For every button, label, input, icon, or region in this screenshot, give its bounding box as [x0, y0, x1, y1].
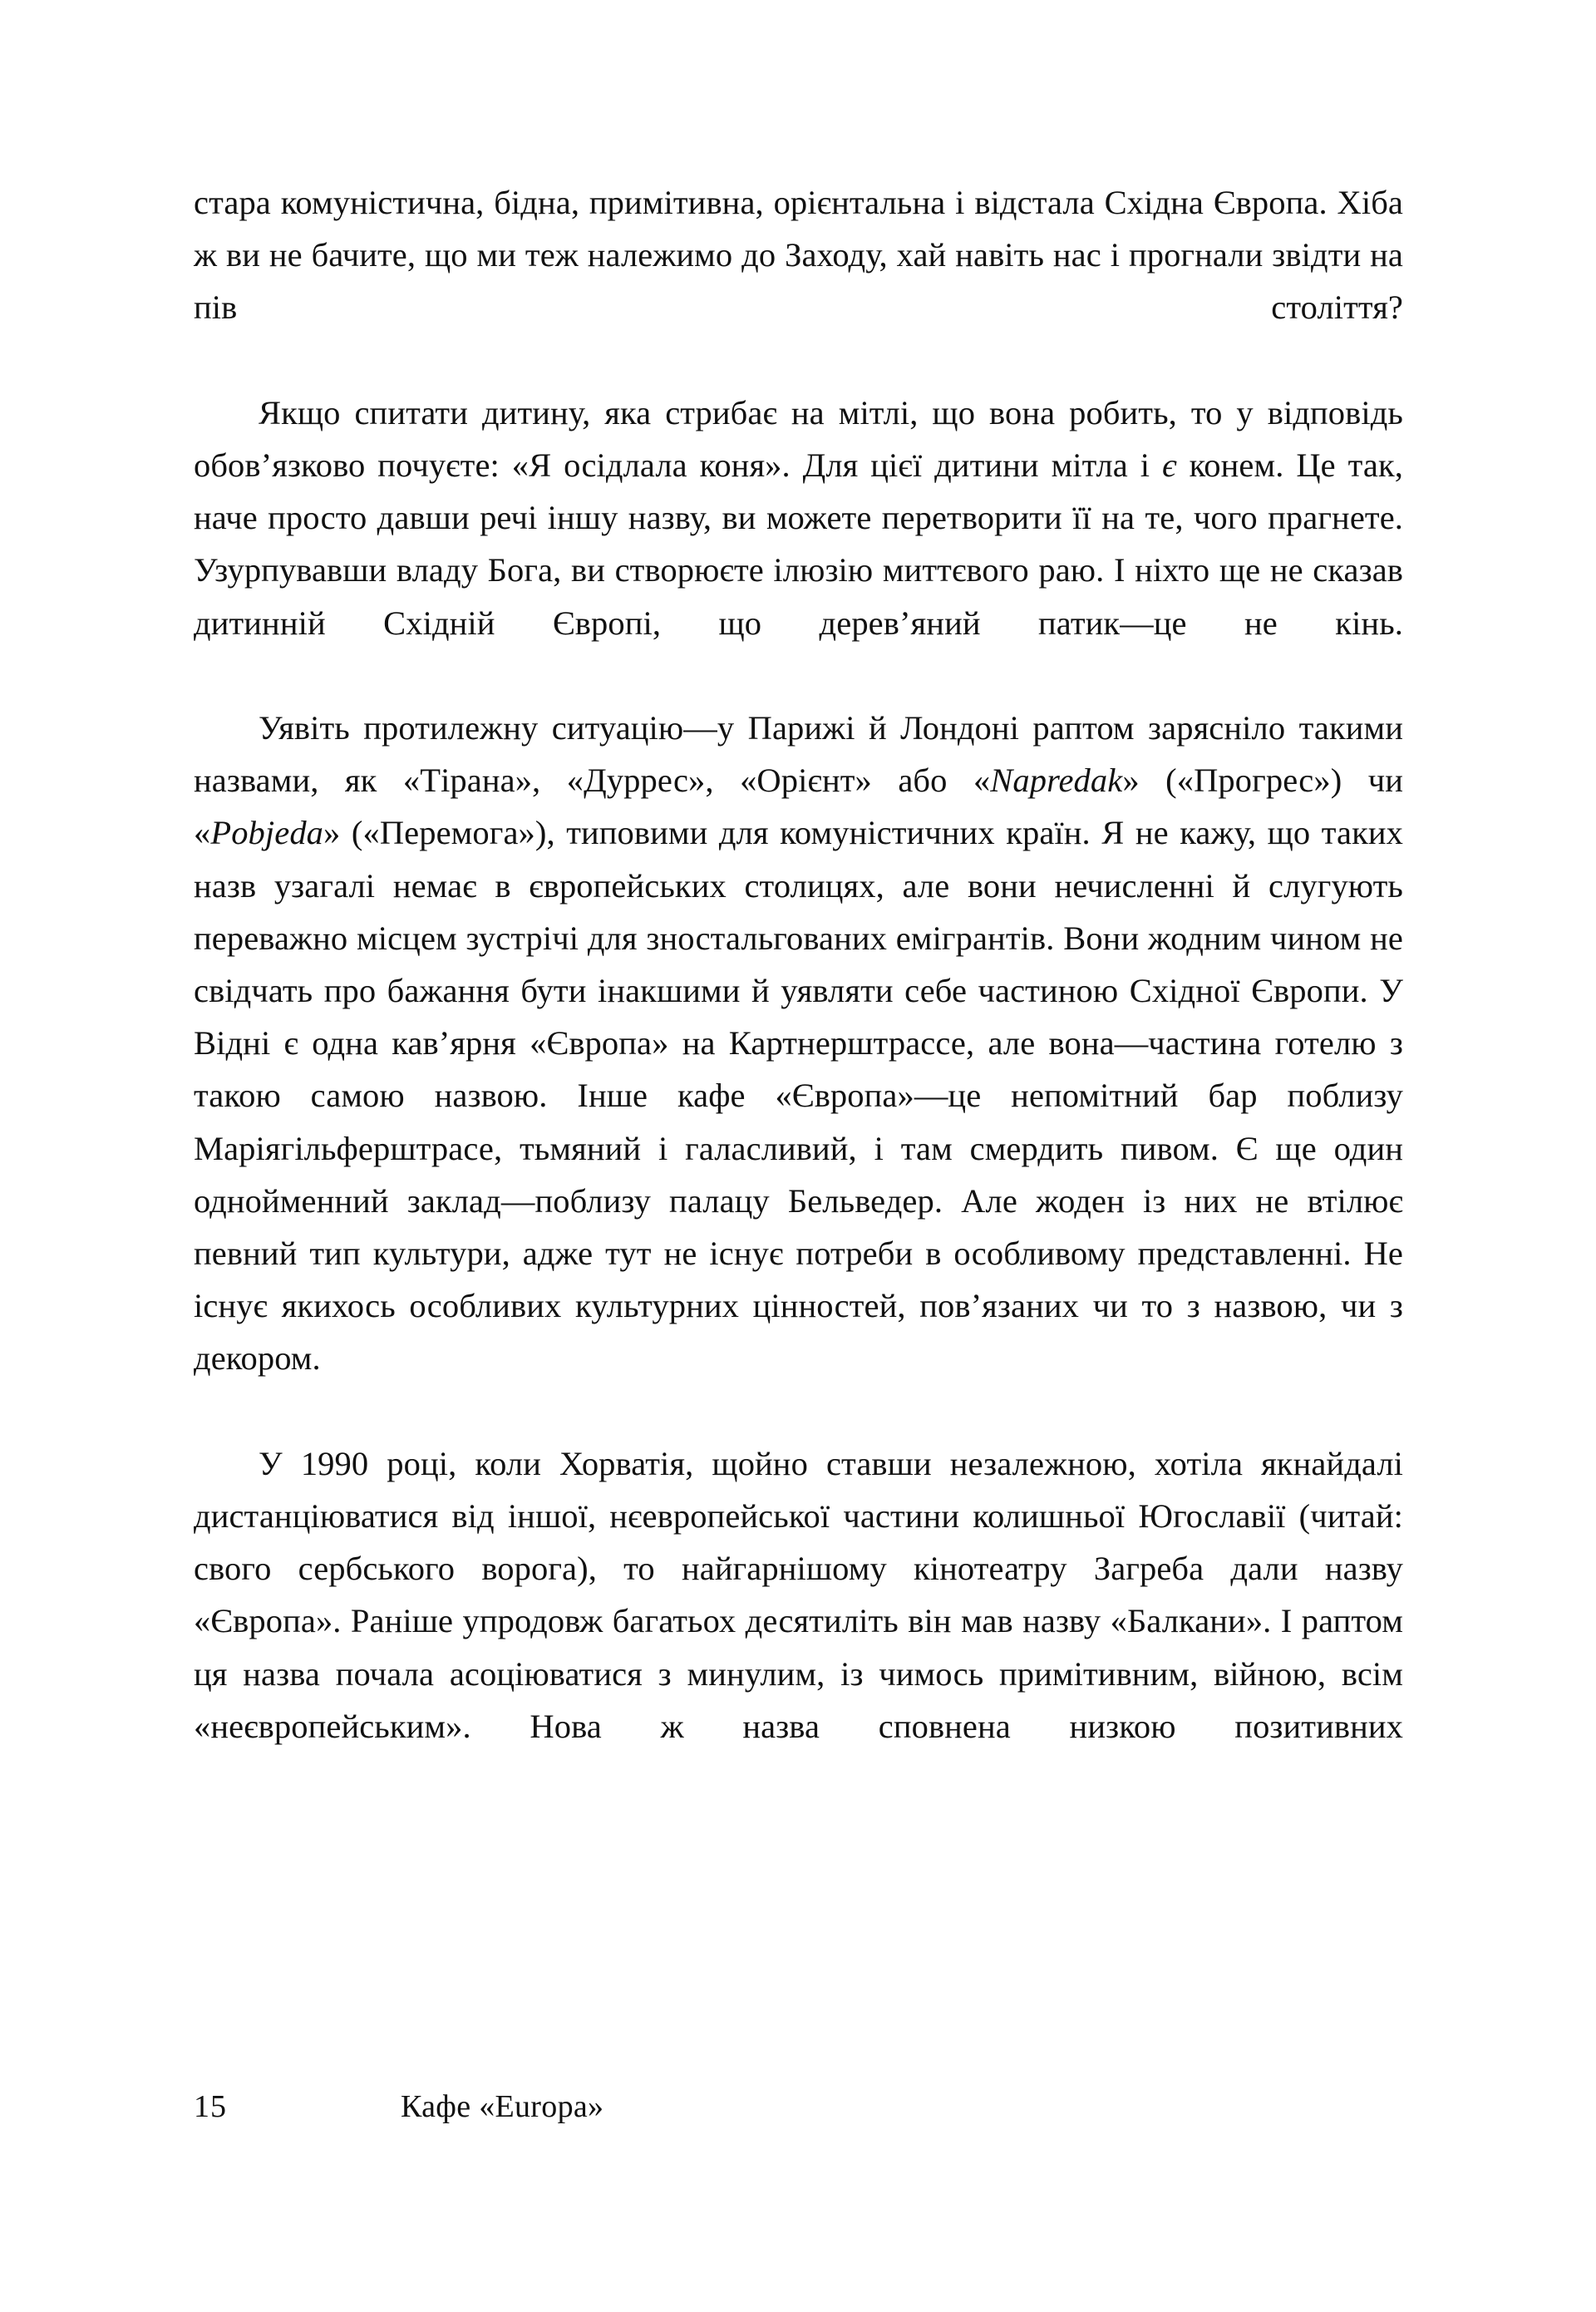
- text-run: » («Прогрес») чи «: [194, 762, 1403, 852]
- text-run: Якщо спитати дитину, яка стрибає на мітлі, що вона робить, то у відповідь обов’язково почуєте: «Я осідлала коня». Для цієї дитини мітла і: [194, 393, 1403, 485]
- italic-emphasis-ye: є: [1161, 446, 1177, 485]
- page-number: 15: [194, 2089, 227, 2124]
- paragraph-paris-london: [194, 702, 1403, 1437]
- text-run: стара комуністична, бідна, примітивна, орієнтальна і відстала Східна Європа. Хіба ж ви не бачите, що ми теж належимо до Заходу, хай навіть нас і прогнали звідти на пів століття?: [194, 184, 1403, 327]
- text-run: » («Перемога»), типовими для комуністичних країн. Я не кажу, що таких назв узагалі немає в європейських столицях, але вони нечисленні й слугують переважно місцем зустрічі для зностальгованих емігрантів. Вони жодним чином не свідчать про бажання бути інакшими й уявляти себе частиною Східної Європи. У Відні є одна кав’ярня «Європа» на Картнерштрассе, але вона—частина готелю з такою самою назвою. Інше кафе «Європа»—це непомітний бар поблизу Маріягільферштрасе, тьмяний і галасливий, і там смердить пивом. Є ще один однойменний заклад—поблизу палацу Бельведер. Але жоден із них не втілює певний тип культури, адже тут не існує потреби в особливому представленні. Не існує якихось особливих культурних цінностей, пов’язаних чи то з назвою, чи з декором.: [194, 814, 1403, 1378]
- italic-title-napredak: Napredak: [990, 762, 1123, 800]
- text-run: Уявіть протилежну ситуацію—у Парижі й Лондоні раптом заряснiло такими назвами, як «Тірана», «Дуррес», «Орієнт» або «: [194, 709, 1403, 800]
- paragraph-1990-croatia: [194, 1437, 1403, 1805]
- text-run: У 1990 році, коли Хорватія, щойно ставши незалежною, хотіла якнайдалі дистанціюватися від іншої, нєевропейської частини колишньої Югославії (читай: свого сербського ворога), то найгарнішому кінотеатру Загреба дали назву «Європа». Раніше упродовж багатьох десятиліть він мав назву «Балкани». І раптом ця назва почала асоціюватися з минулим, із чимось примітивним, війною, всім «неєвропейським». Нова ж назва сповнена низкою позитивних: [194, 1444, 1403, 1745]
- text-run: конем. Це так, наче просто давши речі іншу назву, ви можете перетворити її на те, чого прагнете. Узурпувавши владу Бога, ви створюєте ілюзію миттєвого раю. І ніхто ще не сказав дитинній Східній Європі, що дерев’яний патик—це не кінь.: [194, 446, 1403, 642]
- running-head: Кафе «Europa»: [401, 2089, 604, 2124]
- italic-title-pobjeda: Pobjeda: [210, 814, 324, 852]
- page-footer: [194, 2085, 1403, 2135]
- body-text-column: [194, 176, 1403, 1805]
- paragraph-broomstick: [194, 387, 1403, 702]
- paragraph-continued: [194, 176, 1403, 387]
